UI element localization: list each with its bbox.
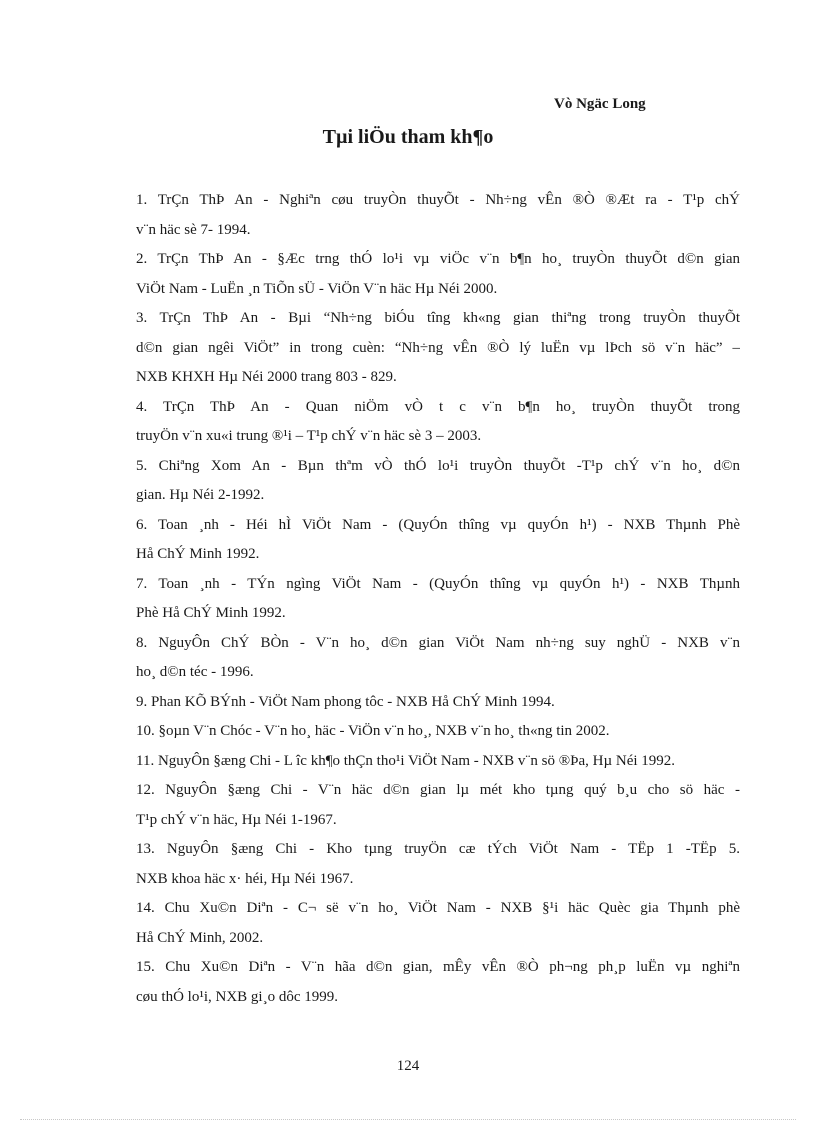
reference-item (136, 245, 740, 304)
reference-line: Hå ChÝ Minh 1992. (136, 546, 260, 562)
reference-item (136, 747, 740, 777)
reference-line: 4. TrÇn ThÞ An - Quan niÖm vÒ t c v¨n b¶n ho¸ truyÒn thuyÕt trong (136, 398, 740, 415)
reference-line: Hå ChÝ Minh, 2002. (136, 929, 264, 946)
reference-list (136, 186, 740, 1012)
reference-item (136, 452, 740, 511)
reference-line: Phè Hå ChÝ Minh 1992. (136, 605, 286, 621)
reference-item (136, 717, 740, 747)
reference-item (136, 186, 740, 245)
reference-line: 1. TrÇn ThÞ An - Nghiªn cøu truyÒn thuyÕt - Nh÷ng vÊn ®Ò ®Æt ra - T¹p chÝ (136, 192, 740, 208)
reference-item (136, 776, 740, 835)
page-title: Tµi liÖu tham kh¶o (322, 126, 494, 148)
reference-line: T¹p chÝ v¨n häc, Hµ Néi 1-1967. (136, 811, 337, 828)
reference-line: 9. Phan KÕ BÝnh - ViÖt Nam phong tôc - NXB Hå ChÝ Minh 1994. (136, 693, 555, 710)
reference-line: 6. Toan ¸nh - Héi hÌ ViÖt Nam - (QuyÓn thîng vµ quyÓn h¹) - NXB Thµnh Phè (136, 516, 740, 533)
reference-item (136, 629, 740, 688)
reference-line: v¨n häc sè 7- 1994. (136, 221, 251, 238)
reference-line: NXB KHXH Hµ Néi 2000 trang 803 - 829. (136, 369, 397, 385)
reference-line: 8. NguyÔn ChÝ BÒn - V¨n ho¸ d©n gian ViÖt Nam nh÷ng suy nghÜ - NXB v¨n (136, 634, 740, 651)
reference-line: 13. NguyÔn §æng Chi - Kho tµng truyÖn cæ tÝch ViÖt Nam - TËp 1 -TËp 5. (136, 841, 740, 857)
page-number: 124 (396, 1058, 420, 1074)
reference-line: d©n gian ngêi ViÖt” in trong cuèn: “Nh÷ng vÊn ®Ò lý luËn vµ lÞch sö v¨n häc” – (136, 339, 740, 356)
reference-line: ViÖt Nam - LuËn ¸n TiÕn sÜ - ViÖn V¨n häc Hµ Néi 2000. (136, 280, 498, 297)
reference-line: cøu thÓ lo¹i, NXB gi¸o dôc 1999. (136, 988, 338, 1005)
reference-line: NXB khoa häc x· héi, Hµ Néi 1967. (136, 870, 354, 887)
reference-line: truyÖn v¨n xu«i trung ®¹i – T¹p chÝ v¨n häc sè 3 – 2003. (136, 428, 482, 444)
page-bottom-rule (20, 1119, 796, 1120)
reference-line: 10. §oµn V¨n Chóc - V¨n ho¸ häc - ViÖn v¨n ho¸, NXB v¨n ho¸ th«ng tin 2002. (136, 723, 610, 739)
reference-item (136, 511, 740, 570)
reference-item (136, 304, 740, 393)
reference-item (136, 953, 740, 1012)
reference-line: 2. TrÇn ThÞ An - §Æc trng thÓ lo¹i vµ viÖc v¨n b¶n ho¸ truyÒn thuyÕt d©n gian (136, 251, 740, 267)
reference-line: gian. Hµ Néi 2-1992. (136, 487, 265, 503)
reference-item (136, 393, 740, 452)
reference-line: 3. TrÇn ThÞ An - Bµi “Nh÷ng biÓu tîng kh«ng gian thiªng trong truyÒn thuyÕt (136, 310, 740, 326)
reference-line: 12. NguyÔn §æng Chi - V¨n häc d©n gian lµ mét kho tµng quý b¸u cho sö häc - (136, 782, 740, 798)
reference-line: 14. Chu Xu©n Diªn - C¬ së v¨n ho¸ ViÖt Nam - NXB §¹i häc Quèc gia Thµnh phè (136, 900, 740, 916)
reference-item (136, 835, 740, 894)
reference-item (136, 688, 740, 718)
reference-line: 5. Chiªng Xom An - Bµn thªm vÒ thÓ lo¹i truyÒn thuyÕt -T¹p chÝ v¨n ho¸ d©n (136, 457, 740, 474)
reference-line: 15. Chu Xu©n Diªn - V¨n hãa d©n gian, mÊy vÊn ®Ò ph¬ng ph¸p luËn vµ nghiªn (136, 959, 740, 975)
reference-line: 7. Toan ¸nh - TÝn ngìng ViÖt Nam - (QuyÓn thîng vµ quyÓn h¹) - NXB Thµnh (136, 575, 740, 592)
author-name: Vò Ngäc Long (554, 96, 646, 112)
reference-line: ho¸ d©n téc - 1996. (136, 664, 254, 680)
reference-line: 11. NguyÔn §æng Chi - L îc kh¶o thÇn tho¹i ViÖt Nam - NXB v¨n sö ®Þa, Hµ Néi 1992. (136, 752, 676, 769)
reference-item (136, 894, 740, 953)
reference-item (136, 570, 740, 629)
